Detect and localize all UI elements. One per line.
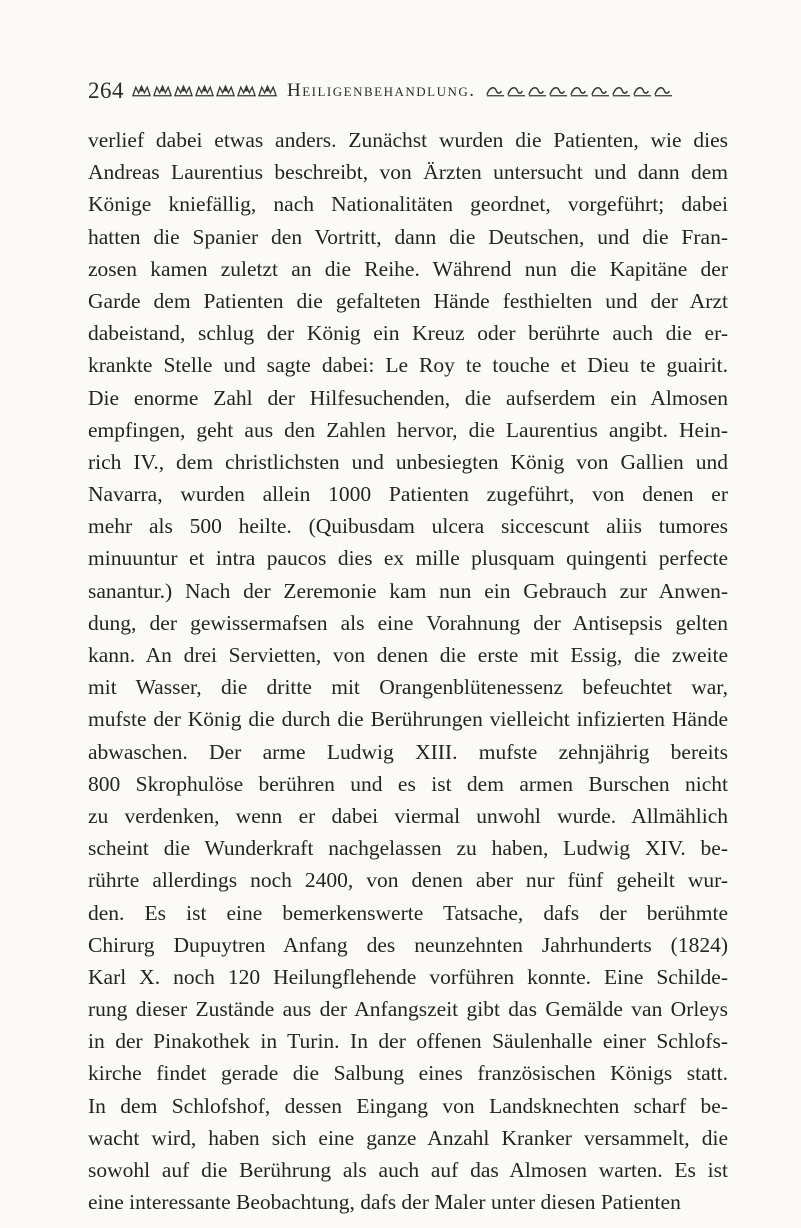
text-line: rich IV., dem christlichsten und unbesiegten König von Gallien und bbox=[88, 449, 728, 474]
text-line: Navarra, wurden allein 1000 Patienten zugeführt, von denen er bbox=[88, 482, 728, 507]
wave-ornament-row bbox=[486, 83, 673, 99]
wave-ornament-icon bbox=[570, 84, 589, 98]
text-line: empfingen, geht aus den Zahlen hervor, die Laurentius angibt. Hein- bbox=[88, 417, 728, 442]
crown-ornament-icon bbox=[258, 84, 277, 98]
text-line: Könige kniefällig, nach Nationalitäten geordnet, vorgeführt; dabei bbox=[88, 192, 728, 217]
text-line: rührte allerdings noch 2400, von denen aber nur fünf geheilt wur- bbox=[88, 868, 728, 893]
text-line: hatten die Spanier den Vortritt, dann die Deutschen, und die Fran- bbox=[88, 224, 728, 249]
page-number: 264 bbox=[88, 78, 124, 103]
wave-ornament-icon bbox=[549, 84, 568, 98]
wave-ornament-icon bbox=[612, 84, 631, 98]
wave-ornament-icon bbox=[528, 84, 547, 98]
text-line: mit Wasser, die dritte mit Orangenblütenessenz befeuchtet war, bbox=[88, 675, 728, 700]
crown-ornament-icon bbox=[216, 84, 235, 98]
text-line: Garde dem Patienten die gefalteten Hände festhielten und der Arzt bbox=[88, 288, 728, 313]
running-title: Heiligenbehandlung. bbox=[287, 80, 476, 101]
text-line: mufste der König die durch die Berührungen vielleicht infizierten Hände bbox=[88, 707, 728, 732]
crown-ornament-icon bbox=[237, 84, 256, 98]
text-line: zosen kamen zuletzt an die Reihe. Während nun die Kapitäne der bbox=[88, 256, 728, 281]
text-line: kann. An drei Servietten, von denen die erste mit Essig, die zweite bbox=[88, 643, 728, 667]
text-line: Chirurg Dupuytren Anfang des neunzehnten Jahrhunderts (1824) bbox=[88, 932, 728, 957]
crown-ornament-row bbox=[132, 83, 277, 99]
text-line: krankte Stelle und sagte dabei: Le Roy te touche et Dieu te guairit. bbox=[88, 353, 728, 378]
crown-ornament-icon bbox=[174, 84, 193, 98]
text-line: wacht wird, haben sich eine ganze Anzahl Kranker versammelt, die bbox=[88, 1125, 728, 1150]
wave-ornament-icon bbox=[507, 84, 526, 98]
wave-ornament-icon bbox=[591, 84, 610, 98]
text-line: in der Pinakothek in Turin. In der offenen Säulenhalle einer Schlofs- bbox=[88, 1029, 728, 1054]
text-line: Die enorme Zahl der Hilfesuchenden, die aufserdem ein Almosen bbox=[88, 385, 728, 410]
text-line: dung, der gewissermafsen als eine Vorahnung der Antisepsis gelten bbox=[88, 610, 728, 635]
text-line: verlief dabei etwas anders. Zunächst wurden die Patienten, wie dies bbox=[88, 128, 728, 152]
text-line: zu verdenken, wenn er dabei viermal unwohl wurde. Allmählich bbox=[88, 803, 728, 828]
text-line: scheint die Wunderkraft nachgelassen zu haben, Ludwig XIV. be- bbox=[88, 836, 728, 861]
text-line: eine interessante Beobachtung, dafs der Maler unter diesen Patienten bbox=[88, 1190, 681, 1215]
wave-ornament-icon bbox=[654, 84, 673, 98]
text-line: kirche findet gerade die Salbung eines französischen Königs statt. bbox=[88, 1061, 728, 1086]
text-line: In dem Schlofshof, dessen Eingang von Landsknechten scharf be- bbox=[88, 1093, 728, 1118]
page-header bbox=[88, 76, 728, 106]
wave-ornament-icon bbox=[633, 84, 652, 98]
text-line: abwaschen. Der arme Ludwig XIII. mufste zehnjährig bereits bbox=[88, 739, 728, 764]
text-line: 800 Skrophulöse berühren und es ist dem armen Burschen nicht bbox=[88, 771, 728, 796]
text-line: sanantur.) Nach der Zeremonie kam nun ein Gebrauch zur Anwen- bbox=[88, 578, 728, 603]
wave-ornament-icon bbox=[486, 84, 505, 98]
text-line: sowohl auf die Berührung als auch auf das Almosen warten. Es ist bbox=[88, 1158, 728, 1182]
text-line: minuuntur et intra paucos dies ex mille plusquam quingenti perfecte bbox=[88, 546, 728, 571]
crown-ornament-icon bbox=[195, 84, 214, 98]
text-line: dabeistand, schlug der König ein Kreuz oder berührte auch die er- bbox=[88, 321, 728, 346]
text-line: Andreas Laurentius beschreibt, von Ärzten untersucht und dann dem bbox=[88, 160, 728, 185]
body-text bbox=[88, 124, 728, 1218]
text-line: den. Es ist eine bemerkenswerte Tatsache, dafs der berühmte bbox=[88, 900, 728, 925]
text-line: rung dieser Zustände aus der Anfangszeit gibt das Gemälde van Orleys bbox=[88, 997, 728, 1022]
text-line: mehr als 500 heilte. (Quibusdam ulcera siccescunt aliis tumores bbox=[88, 514, 728, 539]
text-line: Karl X. noch 120 Heilungflehende vorführen konnte. Eine Schilde- bbox=[88, 964, 728, 989]
crown-ornament-icon bbox=[153, 84, 172, 98]
crown-ornament-icon bbox=[132, 84, 151, 98]
